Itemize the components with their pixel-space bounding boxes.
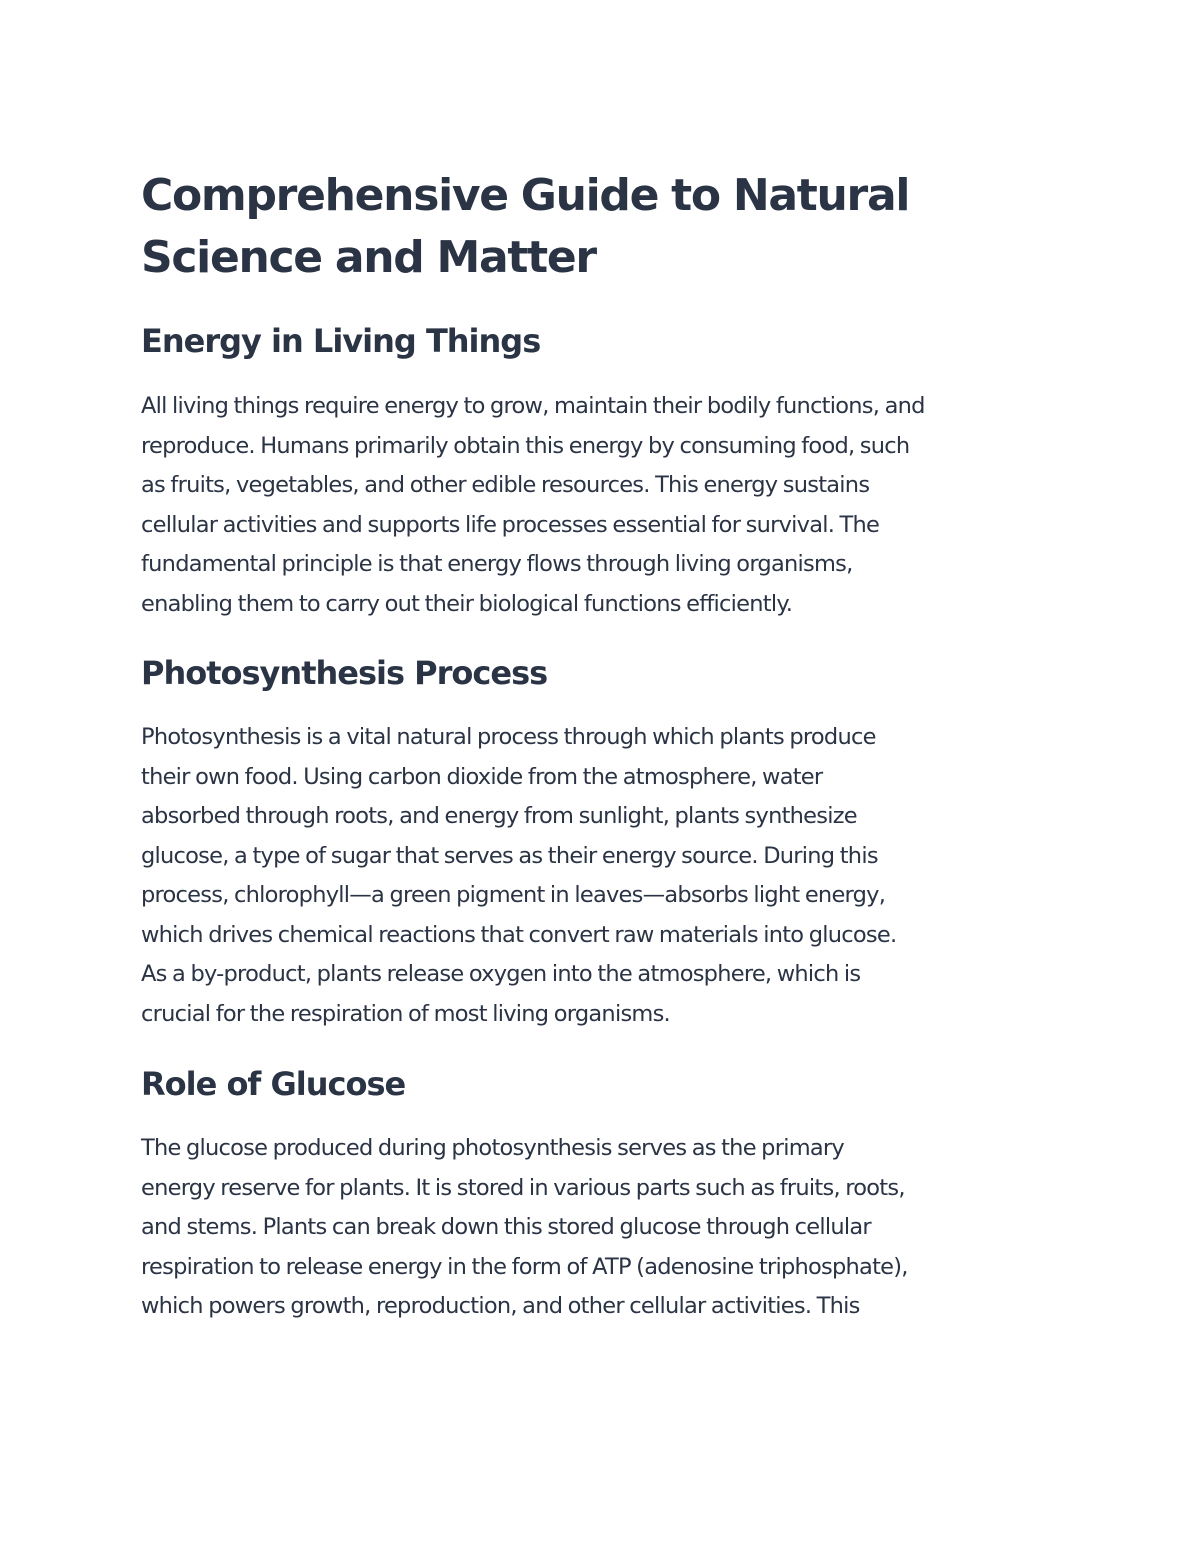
paragraph-line: and stems. Plants can break down this stored glucose through cellular bbox=[141, 1214, 871, 1240]
paragraph-line: Photosynthesis is a vital natural process through which plants produce bbox=[141, 724, 876, 750]
title-line: Comprehensive Guide to Natural bbox=[141, 170, 910, 221]
title-line: Science and Matter bbox=[141, 232, 596, 283]
section-heading-photosynthesis: Photosynthesis Process bbox=[141, 654, 548, 692]
paragraph-line: enabling them to carry out their biological functions efficiently. bbox=[141, 590, 793, 617]
paragraph-line: The glucose produced during photosynthesis serves as the primary bbox=[141, 1135, 844, 1161]
section-paragraph-energy bbox=[141, 387, 1061, 624]
section-paragraph-photosynthesis bbox=[141, 718, 1061, 1034]
paragraph-line: fundamental principle is that energy flows through living organisms, bbox=[141, 551, 853, 577]
paragraph-line: absorbed through roots, and energy from sunlight, plants synthesize bbox=[141, 803, 857, 829]
paragraph-line: reproduce. Humans primarily obtain this energy by consuming food, such bbox=[141, 432, 910, 459]
paragraph-line: As a by-product, plants release oxygen into the atmosphere, which is bbox=[141, 961, 861, 987]
section-paragraph-glucose bbox=[141, 1129, 1061, 1327]
paragraph-line: energy reserve for plants. It is stored in various parts such as fruits, roots, bbox=[141, 1174, 905, 1201]
paragraph-line: which drives chemical reactions that convert raw materials into glucose. bbox=[141, 921, 897, 948]
paragraph-line: crucial for the respiration of most living organisms. bbox=[141, 1000, 670, 1027]
paragraph-line: All living things require energy to grow, maintain their bodily functions, and bbox=[141, 393, 925, 419]
section-heading-energy: Energy in Living Things bbox=[141, 322, 541, 360]
paragraph-line: cellular activities and supports life processes essential for survival. The bbox=[141, 511, 880, 538]
paragraph-line: their own food. Using carbon dioxide from the atmosphere, water bbox=[141, 763, 823, 790]
paragraph-line: respiration to release energy in the form of ATP (adenosine triphosphate), bbox=[141, 1253, 908, 1280]
section-heading-glucose: Role of Glucose bbox=[141, 1065, 406, 1103]
document-content bbox=[141, 165, 1061, 1327]
document-title bbox=[141, 165, 1061, 289]
paragraph-line: glucose, a type of sugar that serves as their energy source. During this bbox=[141, 842, 878, 869]
paragraph-line: which powers growth, reproduction, and other cellular activities. This bbox=[141, 1293, 860, 1319]
paragraph-line: process, chlorophyll—a green pigment in leaves—absorbs light energy, bbox=[141, 882, 886, 908]
paragraph-line: as fruits, vegetables, and other edible resources. This energy sustains bbox=[141, 472, 870, 498]
